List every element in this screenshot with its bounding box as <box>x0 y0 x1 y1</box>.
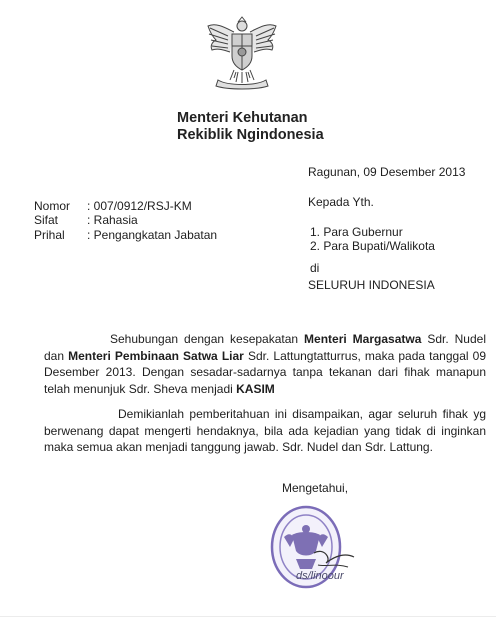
p1-text: Sdr. Nudel dan <box>44 332 486 363</box>
meta-value: : Rahasia <box>87 213 138 227</box>
meta-row-sifat <box>34 213 138 227</box>
letter-date: Ragunan, 09 Desember 2013 <box>308 165 466 179</box>
recipient-item: 1. Para Gubernur <box>310 225 403 239</box>
meta-label: Sifat <box>34 213 59 227</box>
meta-row-nomor <box>34 199 192 213</box>
p1-bold-pembinaan: Menteri Pembinaan Satwa Liar <box>68 348 244 363</box>
signature-name: ds/linoour <box>296 570 344 582</box>
recipient-place: SELURUH INDONESIA <box>308 278 435 292</box>
meta-value: : 007/0912/RSJ-KM <box>87 199 192 213</box>
p1-text: Sdr. Lattungtatturrus, maka pada tanggal 09 Desember 2013. Dengan sesadar-sadarnya tanpa tekanan dari fihak manapun telah menunjuk Sdr. Sheva menjadi <box>44 348 487 396</box>
letterhead-line2: Rekiblik Ngindonesia <box>177 127 324 143</box>
recipient-item: 2. Para Bupati/Walikota <box>310 239 435 253</box>
meta-label: Prihal <box>34 228 65 242</box>
official-stamp-icon <box>266 497 360 597</box>
body-paragraph-1 <box>44 331 486 397</box>
letterhead-line1: Menteri Kehutanan <box>177 110 308 126</box>
body-paragraph-2 <box>44 406 486 456</box>
garuda-emblem-icon <box>204 16 280 90</box>
recipient-di: di <box>310 261 320 275</box>
page-edge-divider <box>0 616 496 617</box>
p1-bold-kasim: KASIM <box>236 381 275 396</box>
meta-label: Nomor <box>34 199 71 213</box>
p1-bold-margasatwa: Menteri Margasatwa <box>304 332 422 346</box>
p1-text: Sehubungan dengan kesepakatan <box>110 332 305 346</box>
meta-value: : Pengangkatan Jabatan <box>87 228 218 242</box>
acknowledge-label: Mengetahui, <box>282 481 349 495</box>
recipient-greeting: Kepada Yth. <box>308 195 374 209</box>
meta-row-prihal <box>34 228 217 242</box>
p2-text: Demikianlah pemberitahuan ini disampaikan, agar seluruh fihak yg berwenang dapat mengerti hendaknya, bila ada kejadian yang tidak di inginkan maka semua akan menjadi tanggung jawab. Sdr. Nudel dan Sdr. Lattung. <box>44 407 486 454</box>
